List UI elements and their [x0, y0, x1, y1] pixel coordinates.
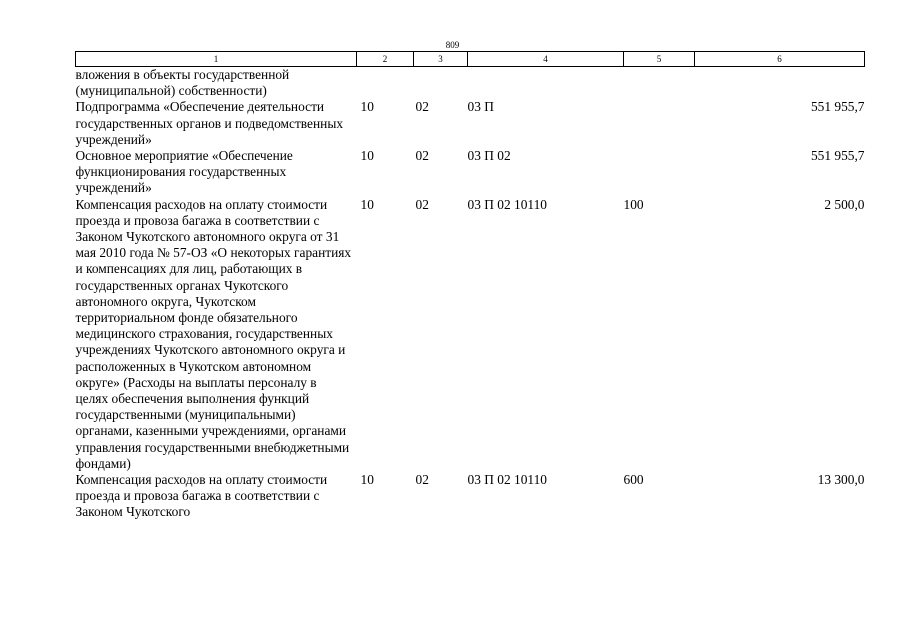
row-section: [357, 67, 414, 100]
table-header: [76, 52, 865, 67]
page-number: 809: [445, 40, 460, 50]
row-subsection: 02: [415, 148, 429, 164]
row-name: вложения в объекты государственной (муниципальной) собственности): [75, 67, 290, 99]
row-section: 10: [360, 148, 374, 164]
row-name: Основное мероприятие «Обеспечение функционирования государственных учреждений»: [75, 148, 293, 196]
row-subsection: 02: [415, 99, 429, 115]
column-header-4: 4: [468, 52, 624, 67]
column-header-6: 6: [695, 52, 865, 67]
table-row: [76, 472, 865, 521]
row-expense-type: 100: [623, 196, 644, 212]
row-subsection: 02: [415, 196, 429, 212]
row-subsection: [414, 67, 468, 100]
column-header-3: 3: [414, 52, 468, 67]
row-expense-type: 600: [623, 472, 644, 488]
column-header-2: 2: [357, 52, 414, 67]
row-amount: 551 955,7: [810, 148, 865, 164]
table-row: [76, 148, 865, 197]
row-target-article: 03 П: [467, 99, 494, 115]
row-amount: 13 300,0: [817, 472, 865, 488]
row-expense-type: [624, 99, 695, 148]
row-section: 10: [360, 196, 374, 212]
column-header-1: 1: [76, 52, 357, 67]
row-name: Компенсация расходов на оплату стоимости проезда и провоза багажа в соответствии с Законом Чукотского автономного округа от 31 мая 2010 года № 57-ОЗ «О некоторых гарантиях и компенсациях для лиц, работающих в государственных органах Чукотского автономного округа, Чукотском территориальном фонде обязательного медицинского страхования, государственных учреждениях Чукотского автономного округа и расположенных в Чукотском автономном округе» (Расходы на выплаты персоналу в целях обеспечения выполнения функций государственными (муниципальными) органами, казенными учреждениями, органами управления государственными внебюджетными фондами): [75, 196, 352, 471]
column-header-5: 5: [624, 52, 695, 67]
row-target-article: 03 П 02 10110: [467, 196, 547, 212]
row-name: Компенсация расходов на оплату стоимости проезда и провоза багажа в соответствии с Законом Чукотского: [75, 472, 328, 520]
table-row: [76, 67, 865, 100]
row-target-article: 03 П 02: [467, 148, 511, 164]
table-body: [76, 67, 865, 521]
row-expense-type: [624, 148, 695, 197]
budget-table: [75, 51, 865, 521]
row-amount: [695, 67, 865, 100]
row-section: 10: [360, 99, 374, 115]
row-amount: 551 955,7: [810, 99, 865, 115]
row-target-article: 03 П 02 10110: [467, 472, 547, 488]
row-subsection: 02: [415, 472, 429, 488]
row-section: 10: [360, 472, 374, 488]
table-row: [76, 197, 865, 472]
header-row: [76, 52, 865, 67]
row-name: Подпрограмма «Обеспечение деятельности государственных органов и подведомственных учреждений»: [75, 99, 344, 147]
row-target-article: [468, 67, 624, 100]
table-row: [76, 99, 865, 148]
row-expense-type: [624, 67, 695, 100]
row-amount: 2 500,0: [824, 196, 865, 212]
